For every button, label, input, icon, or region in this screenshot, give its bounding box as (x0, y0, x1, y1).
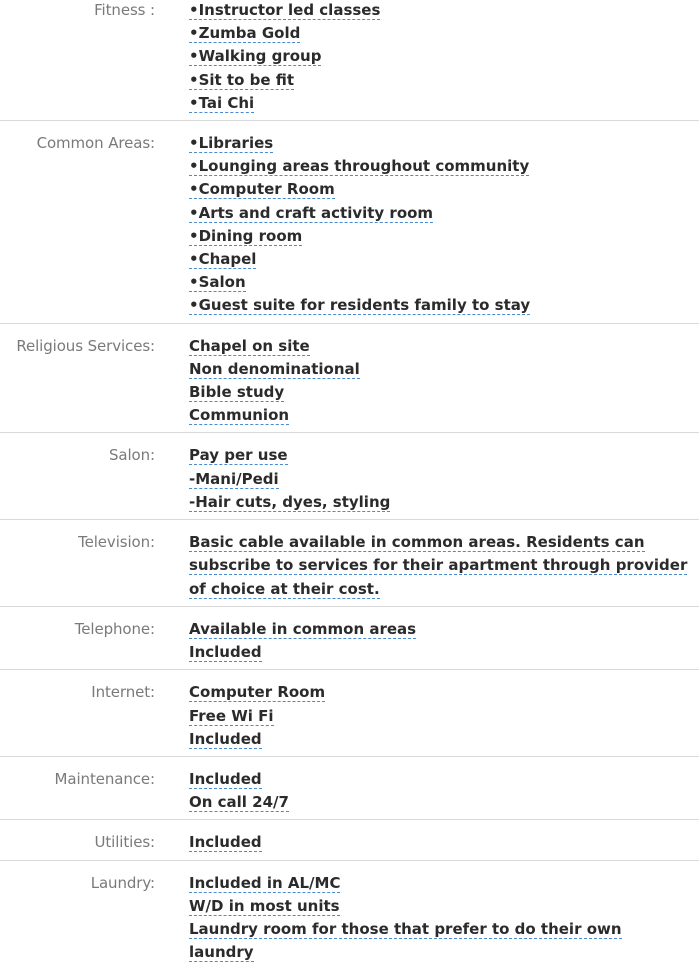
label-salon: Salon: (108, 446, 155, 465)
utilities-item: Included (189, 833, 262, 852)
row-telephone (0, 607, 699, 670)
common-areas-item: •Libraries (189, 134, 274, 153)
common-areas-item: •Chapel (189, 250, 257, 269)
row-maintenance (0, 757, 699, 820)
label-religious-services: Religious Services: (16, 336, 155, 355)
laundry-item: Included in AL/MC (189, 873, 341, 892)
salon-item: -Mani/Pedi (189, 469, 279, 488)
values-television (189, 531, 689, 601)
label-common-areas: Common Areas: (36, 134, 155, 153)
internet-item: Computer Room (189, 683, 326, 702)
maintenance-item: On call 24/7 (189, 793, 289, 812)
salon-item: -Hair cuts, dyes, styling (189, 492, 391, 511)
label-fitness: Fitness : (94, 1, 155, 19)
fitness-item: •Sit to be fit (189, 70, 295, 89)
television-line: Basic cable available in common areas. Residents can (189, 533, 645, 552)
values-fitness (189, 0, 689, 115)
row-fitness (0, 0, 699, 121)
common-areas-item: •Dining room (189, 226, 303, 245)
values-internet (189, 681, 689, 751)
internet-item: Free Wi Fi (189, 706, 274, 725)
fitness-item: •Tai Chi (189, 93, 255, 112)
fitness-item: •Walking group (189, 47, 322, 66)
television-line: subscribe to services for their apartment through provider (189, 556, 688, 575)
religious-services-item: Communion (189, 406, 290, 425)
values-salon (189, 444, 689, 514)
row-common-areas (0, 121, 699, 324)
label-television: Television: (78, 533, 155, 552)
religious-services-item: Non denominational (189, 359, 360, 378)
telephone-item: Available in common areas (189, 619, 417, 638)
label-telephone: Telephone: (74, 619, 155, 638)
religious-services-item: Chapel on site (189, 336, 310, 355)
common-areas-item: •Computer Room (189, 180, 335, 199)
row-television (0, 520, 699, 607)
label-utilities: Utilities: (94, 833, 155, 852)
row-religious-services (0, 324, 699, 434)
values-religious-services (189, 335, 689, 428)
fitness-item: •Instructor led classes (189, 1, 381, 19)
values-utilities (189, 831, 689, 854)
label-laundry: Laundry: (90, 873, 155, 892)
label-internet: Internet: (91, 683, 155, 702)
common-areas-item: •Salon (189, 273, 246, 292)
row-laundry (0, 861, 699, 969)
salon-item: Pay per use (189, 446, 288, 465)
laundry-item: W/D in most units (189, 896, 340, 915)
telephone-item: Included (189, 643, 262, 662)
row-utilities (0, 820, 699, 860)
laundry-item: Laundry room for those that prefer to do their own laundry (189, 919, 622, 962)
internet-item: Included (189, 729, 262, 748)
values-common-areas (189, 132, 689, 318)
television-line: of choice at their cost. (189, 579, 380, 598)
religious-services-item: Bible study (189, 383, 285, 402)
values-telephone (189, 618, 689, 664)
maintenance-item: Included (189, 769, 262, 788)
common-areas-item: •Guest suite for residents family to stay (189, 296, 531, 315)
values-laundry (189, 872, 689, 965)
common-areas-item: •Arts and craft activity room (189, 203, 434, 222)
common-areas-item: •Lounging areas throughout community (189, 157, 530, 176)
fitness-item: •Zumba Gold (189, 24, 301, 43)
row-internet (0, 670, 699, 757)
label-maintenance: Maintenance: (54, 769, 155, 788)
values-maintenance (189, 768, 689, 814)
row-salon (0, 433, 699, 520)
